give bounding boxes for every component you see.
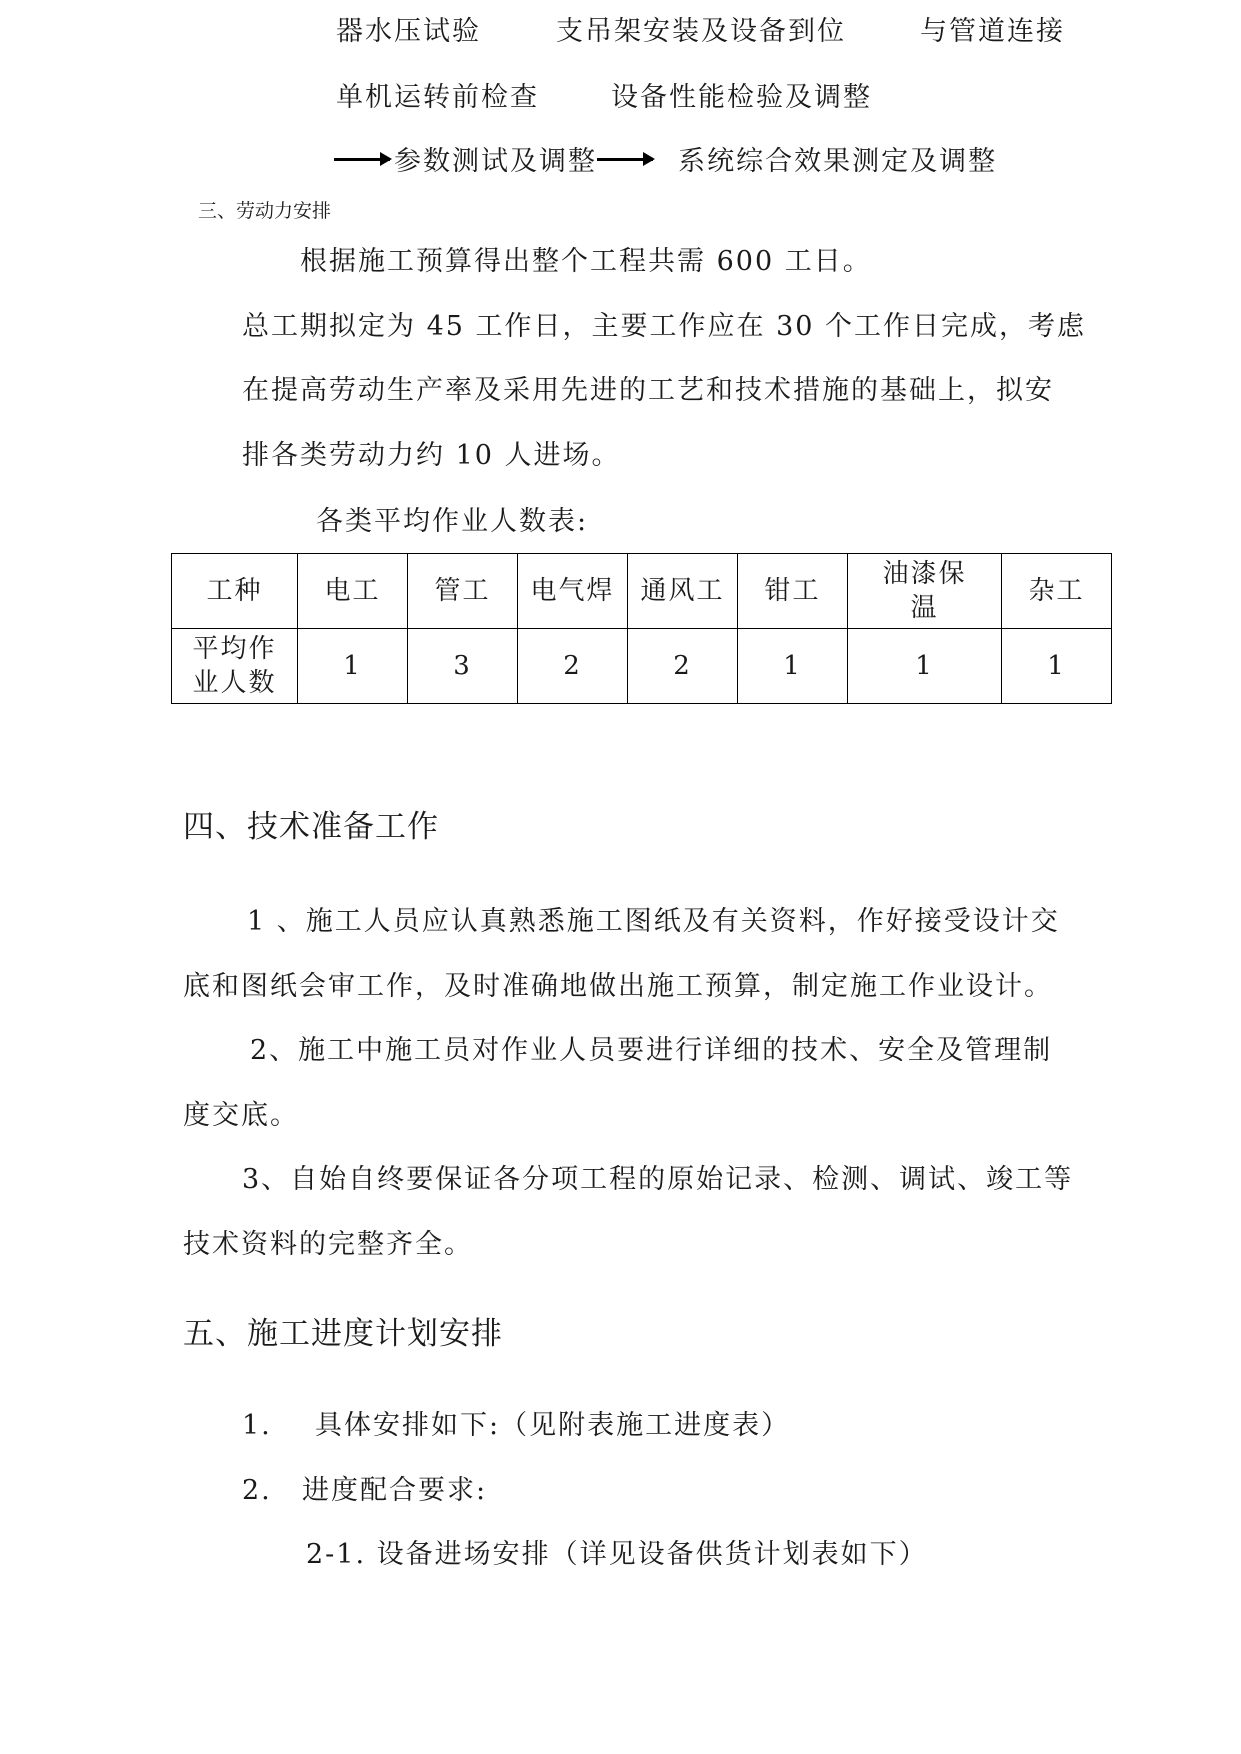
section3-paragraph-2-line-3: 排各类劳动力约 10 人进场。 (242, 440, 621, 471)
table-header-cell: 工种 (172, 554, 298, 629)
section5-item-2-1: 2-1. 设备进场安排（详见设备供货计划表如下） (306, 1539, 928, 1570)
section4-item-2-line-2: 度交底。 (183, 1100, 299, 1131)
section3-paragraph-1: 根据施工预算得出整个工程共需 600 工日。 (300, 246, 872, 277)
section4-item-1-line-2: 底和图纸会审工作，及时准确地做出施工预算，制定施工作业设计。 (183, 971, 1053, 1002)
section4-heading: 四、技术准备工作 (183, 809, 439, 845)
arrow-right-icon (334, 158, 390, 161)
arrow-right-icon (597, 158, 653, 161)
flow-row-3 (334, 148, 997, 175)
section5-item-1-text: 具体安排如下:（见附表施工进度表） (315, 1410, 791, 1441)
flow-step-support-install: 支吊架安装及设备到位 (556, 16, 846, 47)
table-header-row (172, 554, 1112, 629)
table-header-cell: 电工 (298, 554, 408, 629)
table-cell: 2 (518, 629, 628, 704)
section4-item-2-line-1: 2、施工中施工员对作业人员要进行详细的技术、安全及管理制 (250, 1035, 1053, 1066)
section4-item-3-line-1: 3、自始自终要保证各分项工程的原始记录、检测、调试、竣工等 (242, 1164, 1074, 1195)
table-cell: 1 (298, 629, 408, 704)
table-cell: 1 (738, 629, 848, 704)
table-header-cell: 电气焊 (518, 554, 628, 629)
flow-step-pipe-connect: 与管道连接 (920, 16, 1065, 47)
table-header-cell: 管工 (408, 554, 518, 629)
section4-item-3-line-2: 技术资料的完整齐全。 (183, 1229, 473, 1260)
table-header-cell: 杂工 (1002, 554, 1112, 629)
workers-table (171, 553, 1112, 704)
table-cell: 3 (408, 629, 518, 704)
table-cell: 1 (1002, 629, 1112, 704)
table-caption: 各类平均作业人数表: (316, 506, 589, 537)
table-row-label: 平均作业人数 (172, 629, 298, 704)
section5-heading: 五、施工进度计划安排 (183, 1316, 503, 1352)
flow-step-param-test: 参数测试及调整 (394, 146, 597, 177)
section5-item-1-number: 1. (242, 1410, 272, 1441)
flow-step-precheck: 单机运转前检查 (336, 82, 539, 113)
section4-item-1-line-1: 1 、施工人员应认真熟悉施工图纸及有关资料，作好接受设计交 (247, 906, 1060, 937)
table-header-cell: 钳工 (738, 554, 848, 629)
section3-heading: 三、劳动力安排 (198, 200, 332, 222)
flow-step-performance-check: 设备性能检验及调整 (611, 82, 872, 113)
flow-step-system-test: 系统综合效果测定及调整 (678, 146, 998, 177)
table-cell: 1 (848, 629, 1002, 704)
table-cell: 2 (628, 629, 738, 704)
flow-step-pressure-test: 器水压试验 (336, 16, 481, 47)
table-row (172, 629, 1112, 704)
section5-item-2-number: 2. (242, 1475, 272, 1506)
table-header-cell: 油漆保温 (848, 554, 1002, 629)
table-header-cell: 通风工 (628, 554, 738, 629)
section3-paragraph-2-line-1: 总工期拟定为 45 工作日，主要工作应在 30 个工作日完成，考虑 (242, 311, 1087, 342)
section3-paragraph-2-line-2: 在提高劳动生产率及采用先进的工艺和技术措施的基础上，拟安 (242, 375, 1054, 406)
section5-item-2-text: 进度配合要求: (302, 1475, 488, 1506)
